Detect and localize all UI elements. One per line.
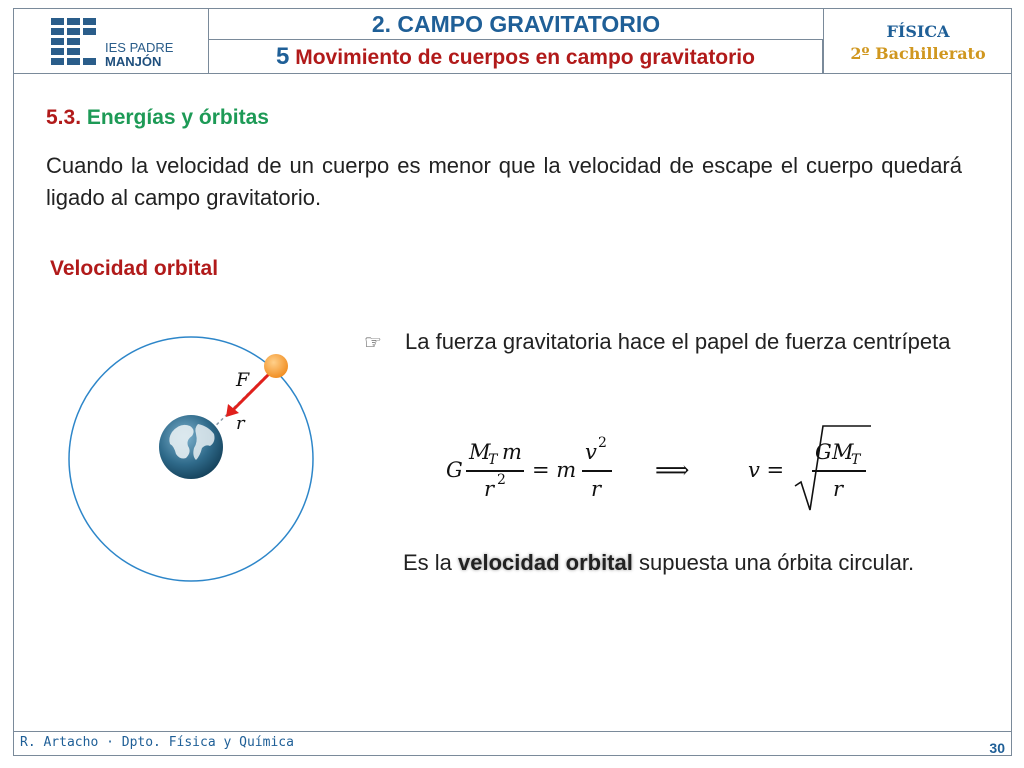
result-highlight: velocidad orbital (458, 550, 633, 575)
eq-r1-exp: 2 (497, 472, 506, 488)
intro-paragraph: Cuando la velocidad de un cuerpo es menor que la velocidad de escape el cuerpo quedará ligado al campo gravitatorio. (46, 153, 962, 210)
lesson-title-text: Movimiento de cuerpos en campo gravitatorio (295, 46, 755, 69)
pointing-hand-icon: ☞ (364, 332, 382, 354)
page-number: 30 (989, 740, 1005, 756)
school-logo (13, 8, 209, 74)
eq-M: M (469, 440, 491, 464)
section-number: 5.3. (46, 106, 82, 129)
eq-m: m (502, 440, 522, 464)
fraction-bar-3 (812, 470, 866, 472)
radius-label: r (236, 413, 245, 434)
result-before: Es la (403, 550, 459, 575)
eq-G: G (446, 458, 463, 482)
eq-M2: M (832, 440, 854, 464)
eq-v-exp: 2 (598, 435, 607, 451)
course-label: 2º Bachillerato (850, 44, 986, 63)
result-text (403, 547, 965, 579)
footer-author: R. Artacho · Dpto. Física y Química (20, 735, 294, 750)
subject-label: FÍSICA (886, 22, 950, 41)
fraction-bar-1 (466, 470, 524, 472)
earth-icon (159, 415, 223, 479)
orbit-diagram (60, 320, 330, 610)
lesson-title (209, 40, 823, 74)
eq-r1: r (484, 477, 495, 501)
chapter-title: 2. CAMPO GRAVITATORIO (209, 8, 823, 40)
logo-text (105, 41, 173, 69)
section-heading (46, 106, 269, 130)
section-title: Energías y órbitas (86, 106, 269, 129)
logo-line1: IES PADRE (105, 40, 174, 55)
force-label: F (236, 369, 250, 391)
eq-equals-m: = m (532, 458, 577, 482)
orbital-velocity-heading: Velocidad orbital (50, 257, 219, 280)
bullet-text: La fuerza gravitatoria hace el papel de fuerza centrípeta (405, 329, 951, 354)
orbiting-body (264, 354, 288, 378)
logo-grid-icon (51, 18, 101, 73)
implies-arrow: ⟹ (655, 456, 690, 484)
lesson-number: 5 (276, 43, 290, 70)
subject-box (823, 8, 1012, 74)
eq-GM: G (815, 440, 832, 464)
eq-v: v (585, 440, 597, 464)
footer-divider (13, 731, 1012, 732)
eq-T-sub: T (488, 452, 498, 468)
eq-r2: r (591, 477, 602, 501)
eq-T2-sub: T (851, 452, 861, 468)
eq-r3: r (833, 477, 844, 501)
result-after: supuesta una órbita circular. (632, 550, 915, 575)
logo-line2: MANJÓN (105, 54, 162, 69)
eq-v-equals: v = (748, 458, 785, 482)
fraction-bar-2 (582, 470, 612, 472)
